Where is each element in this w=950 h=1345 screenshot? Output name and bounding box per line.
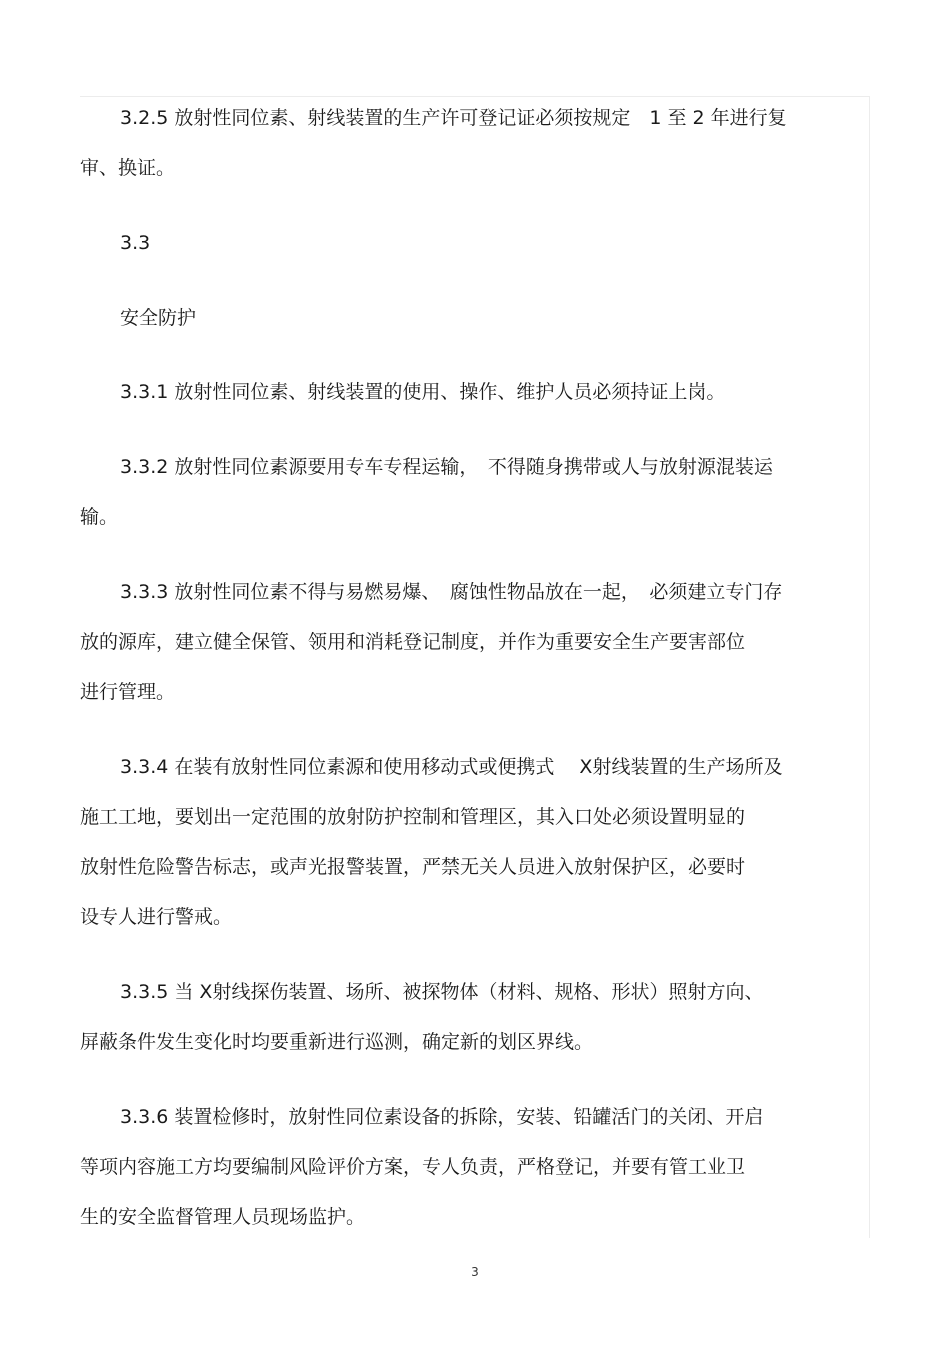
paragraph-3-3-3-line-3: 进行管理。 (80, 681, 176, 703)
paragraph-3-3-5-line-2: 屏蔽条件发生变化时均要重新进行巡测，确定新的划区界线。 (80, 1031, 594, 1053)
paragraph-3-3-4-line-2: 施工工地，要划出一定范围的放射防护控制和管理区，其入口处必须设置明显的 (80, 806, 746, 828)
section-number-3-3: 3.3 (120, 232, 151, 254)
page-border-top (80, 96, 870, 97)
paragraph-3-3-2-line-1: 3.3.2 放射性同位素源要用专车专程运输， 不得随身携带或人与放射源混装运 (120, 456, 773, 478)
paragraph-3-3-4-line-3: 放射性危险警告标志，或声光报警装置，严禁无关人员进入放射保护区，必要时 (80, 856, 746, 878)
paragraph-3-3-5-line-1: 3.3.5 当 X射线探伤装置、场所、被探物体（材料、规格、形状）照射方向、 (120, 981, 764, 1003)
page-border-right (869, 96, 870, 1238)
page-number: 3 (471, 1265, 479, 1279)
paragraph-3-3-6-line-2: 等项内容施工方均要编制风险评价方案，专人负责，严格登记，并要有管工业卫 (80, 1156, 746, 1178)
paragraph-3-3-4-line-1: 3.3.4 在装有放射性同位素源和使用移动式或便携式 X射线装置的生产场所及 (120, 756, 783, 778)
paragraph-3-3-3-line-2: 放的源库，建立健全保管、领用和消耗登记制度，并作为重要安全生产要害部位 (80, 631, 746, 653)
paragraph-3-3-1-line-1: 3.3.1 放射性同位素、射线装置的使用、操作、维护人员必须持证上岗。 (120, 381, 726, 403)
section-title-safety-protection: 安全防护 (120, 307, 197, 329)
paragraph-3-3-3-line-1: 3.3.3 放射性同位素不得与易燃易爆、 腐蚀性物品放在一起， 必须建立专门存 (120, 581, 783, 603)
paragraph-3-3-6-line-1: 3.3.6 装置检修时，放射性同位素设备的拆除，安装、铅罐活门的关闭、开启 (120, 1106, 764, 1128)
paragraph-3-3-4-line-4: 设专人进行警戒。 (80, 906, 233, 928)
paragraph-3-3-2-line-2: 输。 (80, 506, 119, 528)
paragraph-3-3-6-line-3: 生的安全监督管理人员现场监护。 (80, 1206, 366, 1228)
paragraph-3-2-5-line-1: 3.2.5 放射性同位素、射线装置的生产许可登记证必须按规定 1 至 2 年进行复 (120, 107, 787, 129)
paragraph-3-2-5-line-2: 审、换证。 (80, 157, 176, 179)
